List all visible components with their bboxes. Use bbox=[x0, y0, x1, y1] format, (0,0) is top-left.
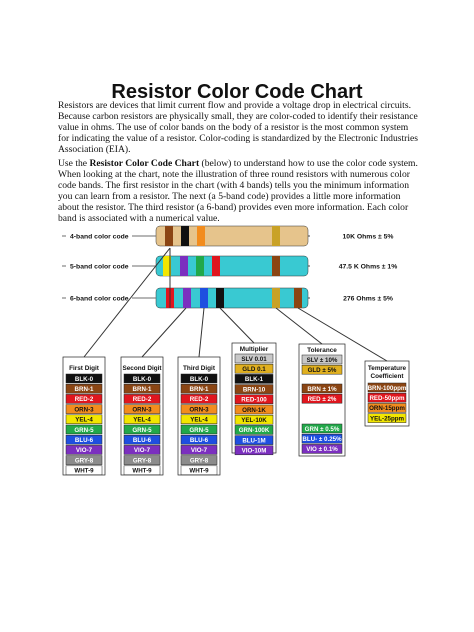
usage-text-before: Use the bbox=[58, 158, 90, 169]
intro-paragraph: Resistors are devices that limit current flow and provide a voltage drop in electrical circuits. Because carbon resistors are physically small, they are color-coded to identify their resistance value in ohms. The use of color bands on the body of a resistor is the most common system for indicating the value of a resistor. Color-coding is standardized by the Electronic Industries Association (EIA). bbox=[58, 100, 419, 155]
temperature-cell-label: YEL-25ppm bbox=[369, 415, 405, 423]
multiplier-cell-label: RED-100 bbox=[241, 396, 267, 404]
multiplier-header: Multiplier bbox=[239, 346, 269, 353]
second-digit-header: Second Digit bbox=[122, 365, 162, 372]
temperature-header-line2: Coefficient bbox=[370, 373, 404, 380]
third-digit-cell-label: VIO-7 bbox=[190, 447, 208, 455]
multiplier-cell-label: VIO-10M bbox=[241, 447, 267, 455]
resistor-value: 47.5 K Ohms ± 1% bbox=[338, 263, 398, 271]
tolerance-cell-label: BLU- ± 0.25% bbox=[302, 436, 342, 443]
first-digit-cell-label: ORN-3 bbox=[74, 406, 94, 414]
resistor-band bbox=[200, 288, 208, 308]
multiplier-cell-label: GLD 0.1 bbox=[242, 366, 266, 373]
first-digit-cell-label: GRY-8 bbox=[74, 457, 94, 465]
third-digit-cell-label: BLU-6 bbox=[189, 437, 209, 444]
multiplier-cell-label: SLV 0.01 bbox=[241, 355, 267, 363]
multiplier-cell-label: GRN-100K bbox=[238, 427, 270, 435]
temperature-cell-label: ORN-15ppm bbox=[369, 405, 405, 413]
first-digit-cell-label: VIO-7 bbox=[75, 447, 93, 455]
second-digit-cell-label: BLK-0 bbox=[132, 375, 152, 383]
resistor-band bbox=[272, 226, 280, 246]
resistor-band bbox=[181, 226, 189, 246]
second-digit-cell-label: GRY-8 bbox=[132, 457, 152, 465]
multiplier-cell-label: YEL-10K bbox=[241, 417, 267, 424]
usage-text-bold: Resistor Color Code Chart bbox=[89, 158, 200, 169]
multiplier-cell-label: BRN-10 bbox=[242, 386, 266, 394]
temperature-cell-label: BRN-100ppm bbox=[367, 384, 407, 392]
resistor-band bbox=[196, 256, 204, 276]
resistor-label: 5-band color code bbox=[70, 263, 129, 271]
third-digit-cell-label: RED-2 bbox=[189, 396, 209, 404]
resistor-band bbox=[180, 256, 188, 276]
multiplier-cell-label: BLU-1M bbox=[242, 437, 266, 445]
resistor-band bbox=[183, 288, 191, 308]
second-digit-cell-label: WHT-9 bbox=[132, 467, 152, 475]
third-digit-cell-label: GRN-5 bbox=[189, 426, 209, 434]
tolerance-cell-label: VIO ± 0.1% bbox=[306, 446, 338, 454]
second-digit-cell-label: BLU-6 bbox=[132, 437, 152, 444]
first-digit-cell-label: GRN-5 bbox=[74, 426, 94, 434]
third-digit-cell-label: YEL-4 bbox=[190, 416, 208, 424]
tolerance-cell-label: RED ± 2% bbox=[307, 396, 337, 403]
resistor-body bbox=[156, 226, 308, 246]
second-digit-cell-label: YEL-4 bbox=[133, 416, 151, 424]
third-digit-cell-label: GRY-8 bbox=[189, 457, 209, 465]
first-digit-cell-label: BRN-1 bbox=[74, 386, 94, 393]
resistor-band bbox=[165, 226, 173, 246]
multiplier-cell-label: BLK-1 bbox=[244, 376, 264, 384]
first-digit-cell-label: BLU-6 bbox=[74, 437, 94, 444]
tolerance-cell-label: SLV ± 10% bbox=[306, 356, 338, 364]
third-digit-header: Third Digit bbox=[183, 365, 215, 372]
tolerance-cell-label: BRN ± 1% bbox=[307, 385, 337, 393]
resistor-band bbox=[212, 256, 220, 276]
resistor-band bbox=[272, 288, 280, 308]
connector-line bbox=[220, 308, 254, 343]
second-digit-cell-label: GRN-5 bbox=[132, 426, 152, 434]
first-digit-cell-label: YEL-4 bbox=[75, 416, 93, 424]
second-digit-cell-label: VIO-7 bbox=[133, 447, 151, 455]
connector-line bbox=[276, 308, 322, 344]
connector-line bbox=[142, 308, 186, 357]
third-digit-cell-label: BRN-1 bbox=[189, 386, 209, 393]
third-digit-cell-label: WHT-9 bbox=[189, 467, 209, 475]
usage-text-after: (below) to understand how to use the color code system. When looking at the chart, note the illustration of three round resistors with numerous color code bands. The first resistor in the chart (with 4 bands) tells you the minimum information you can learn from a resistor. The next (a 5-band code) provides a little more information about the resistor. The third resistor (a 6-band) provides even more information. Each color band is associated with a numerical value. bbox=[58, 158, 418, 224]
resistor-band bbox=[294, 288, 302, 308]
second-digit-cell-label: ORN-3 bbox=[132, 406, 152, 414]
third-digit-cell-label: ORN-3 bbox=[189, 406, 209, 414]
resistor-value: 10K Ohms ± 5% bbox=[342, 233, 394, 241]
resistor-band bbox=[216, 288, 224, 308]
first-digit-cell-label: WHT-9 bbox=[74, 467, 94, 475]
first-digit-cell-label: BLK-0 bbox=[74, 375, 94, 383]
multiplier-cell-label: ORN-1K bbox=[242, 406, 266, 414]
page-title: Resistor Color Code Chart bbox=[111, 81, 363, 103]
temperature-header-line1: Temperature bbox=[367, 365, 407, 372]
third-digit-cell-label: BLK-0 bbox=[189, 375, 209, 383]
resistor-body bbox=[156, 288, 308, 308]
tolerance-header: Tolerance bbox=[307, 347, 337, 354]
resistor-label: 4-band color code bbox=[70, 233, 129, 241]
connector-line bbox=[199, 308, 204, 357]
temperature-cell-label: RED-50ppm bbox=[369, 395, 405, 402]
resistor-label: 6-band color code bbox=[70, 295, 129, 303]
second-digit-cell-label: BRN-1 bbox=[132, 386, 152, 393]
resistor-value: 276 Ohms ± 5% bbox=[343, 295, 393, 303]
first-digit-cell-label: RED-2 bbox=[74, 396, 94, 404]
tolerance-cell-label: GLD ± 5% bbox=[307, 367, 337, 374]
first-digit-header: First Digit bbox=[69, 365, 99, 372]
resistor-band bbox=[272, 256, 280, 276]
resistor-band bbox=[197, 226, 205, 246]
second-digit-cell-label: RED-2 bbox=[132, 396, 152, 404]
tolerance-cell-label: GRN ± 0.5% bbox=[304, 425, 340, 433]
resistor-body bbox=[156, 256, 308, 276]
